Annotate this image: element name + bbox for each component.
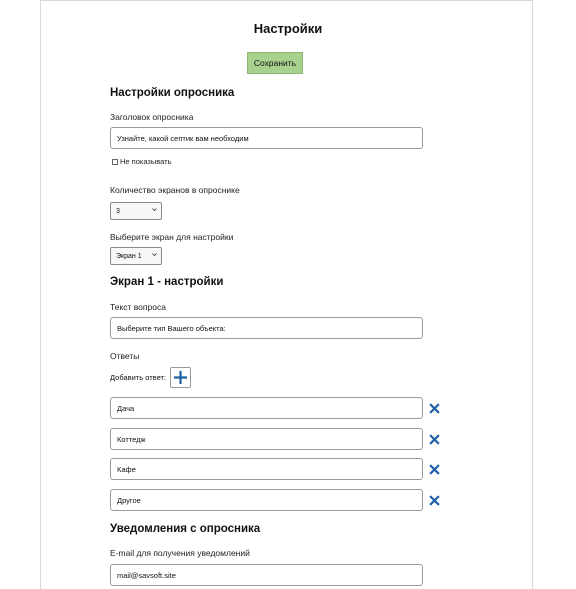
screens-count-label: Количество экранов в опроснике: [110, 185, 240, 195]
screens-count-select[interactable]: [110, 202, 162, 220]
notifications-heading: Уведомления с опросника: [110, 523, 261, 535]
chevron-down-icon: [152, 252, 157, 257]
survey-title-label: Заголовок опросника: [110, 112, 194, 122]
question-text-label: Текст вопроса: [110, 302, 166, 312]
question-text-input[interactable]: Выберите тип Вашего объекта:: [110, 317, 423, 339]
add-answer-button[interactable]: [170, 367, 191, 388]
hide-title-label: Не показывать: [120, 157, 172, 166]
screen-settings-heading: Экран 1 - настройки: [110, 276, 224, 288]
select-screen-label: Выберите экран для настройки: [110, 232, 234, 242]
save-button[interactable]: Сохранить: [247, 52, 303, 74]
survey-title-input[interactable]: Узнайте, какой септик вам необходим: [110, 127, 423, 149]
close-icon[interactable]: [429, 495, 440, 506]
survey-settings-heading: Настройки опросника: [110, 87, 235, 99]
close-icon[interactable]: [429, 403, 440, 414]
screens-count-value: 3: [116, 207, 120, 215]
hide-title-row[interactable]: [112, 157, 172, 166]
chevron-down-icon: [152, 207, 157, 212]
answer-input[interactable]: Коттедж: [110, 428, 423, 450]
answer-input[interactable]: Кафе: [110, 458, 423, 480]
hide-title-checkbox[interactable]: [112, 159, 118, 165]
answer-input[interactable]: Дача: [110, 397, 423, 419]
add-answer-label: Добавить ответ:: [110, 373, 167, 382]
email-input[interactable]: mail@savsoft.site: [110, 564, 423, 586]
page-title: Настройки: [253, 21, 323, 36]
add-answer-row: [110, 367, 191, 388]
answer-input[interactable]: Другое: [110, 489, 423, 511]
close-icon[interactable]: [429, 434, 440, 445]
answers-label: Ответы: [110, 351, 140, 361]
close-icon[interactable]: [429, 464, 440, 475]
select-screen-select[interactable]: [110, 247, 162, 265]
plus-icon: [173, 370, 188, 385]
email-label: E-mail для получения уведомлений: [110, 548, 250, 558]
select-screen-value: Экран 1: [116, 252, 142, 260]
